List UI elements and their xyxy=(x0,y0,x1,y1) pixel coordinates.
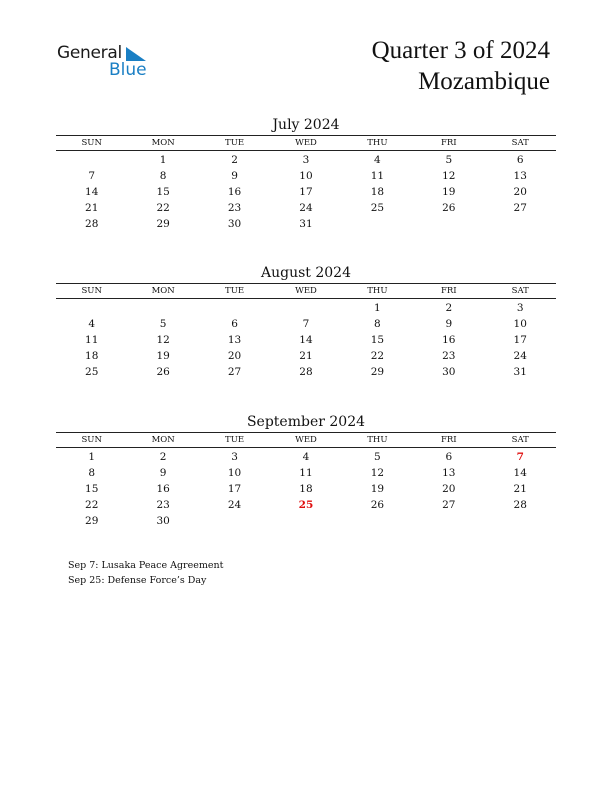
weekday-label: SUN xyxy=(81,138,102,148)
week-row xyxy=(56,449,556,465)
day-cell: 30 xyxy=(442,366,456,378)
holiday-note: Sep 25: Defense Force’s Day xyxy=(68,574,207,586)
weekday-label: TUE xyxy=(225,435,245,445)
page-title: Quarter 3 of 2024 xyxy=(371,37,550,64)
country-name: Mozambique xyxy=(418,68,550,95)
empty-cell xyxy=(342,216,413,232)
day-cell: 1 xyxy=(374,302,381,314)
week-row xyxy=(56,168,556,184)
week-row xyxy=(56,152,556,168)
weekday-label: SAT xyxy=(511,435,529,445)
weekday-label: WED xyxy=(295,286,317,296)
day-cell: 6 xyxy=(231,318,238,330)
day-cell: 24 xyxy=(299,202,313,214)
empty-cell xyxy=(270,513,341,529)
empty-cell xyxy=(199,513,270,529)
day-cell: 15 xyxy=(370,334,385,346)
day-cell: 14 xyxy=(299,334,313,346)
weekday-label: MON xyxy=(151,286,175,296)
day-cell: 28 xyxy=(513,499,527,511)
day-cell: 27 xyxy=(513,202,527,214)
weekday-header xyxy=(56,432,556,448)
day-cell: 20 xyxy=(513,186,527,198)
month-september xyxy=(56,412,556,529)
week-row xyxy=(56,348,556,364)
holiday-day-cell: 25 xyxy=(298,499,314,511)
day-cell: 6 xyxy=(445,451,453,463)
week-row xyxy=(56,200,556,216)
weekday-label: FRI xyxy=(440,138,457,148)
day-cell: 21 xyxy=(299,350,313,362)
week-row xyxy=(56,316,556,332)
day-cell: 14 xyxy=(513,467,527,479)
day-cell: 1 xyxy=(159,154,167,166)
weekday-label: WED xyxy=(295,435,317,445)
day-cell: 12 xyxy=(442,170,456,182)
month-august xyxy=(56,263,556,380)
day-cell: 17 xyxy=(227,483,242,495)
logo-triangle-icon xyxy=(126,47,146,61)
day-cell: 16 xyxy=(442,334,456,346)
day-cell: 29 xyxy=(85,515,99,527)
day-cell: 16 xyxy=(156,483,170,495)
day-cell: 3 xyxy=(302,154,310,166)
day-cell: 7 xyxy=(302,318,310,330)
day-cell: 11 xyxy=(299,467,313,479)
day-cell: 24 xyxy=(227,499,242,511)
weekday-label: SUN xyxy=(81,286,102,296)
day-cell: 22 xyxy=(370,350,385,362)
day-cell: 27 xyxy=(442,499,456,511)
empty-cell xyxy=(56,152,127,168)
month-title: August 2024 xyxy=(261,265,351,281)
day-cell: 1 xyxy=(88,451,96,463)
day-cell: 8 xyxy=(88,467,96,479)
logo-text-general: General xyxy=(57,43,122,63)
day-cell: 12 xyxy=(370,467,385,479)
day-cell: 8 xyxy=(374,318,381,330)
day-cell: 6 xyxy=(516,154,524,166)
day-cell: 26 xyxy=(156,366,170,378)
empty-cell xyxy=(485,216,556,232)
week-row xyxy=(56,300,556,316)
week-row xyxy=(56,513,556,529)
day-cell: 3 xyxy=(516,302,524,314)
week-row xyxy=(56,216,556,232)
weekday-label: WED xyxy=(295,138,317,148)
weekday-label: THU xyxy=(367,286,388,296)
day-cell: 30 xyxy=(227,218,242,230)
day-cell: 14 xyxy=(85,186,99,198)
day-cell: 30 xyxy=(156,515,170,527)
weekday-label: MON xyxy=(151,435,175,445)
day-cell: 10 xyxy=(227,467,242,479)
weekday-label: TUE xyxy=(225,286,245,296)
day-cell: 3 xyxy=(231,451,238,463)
holiday-note: Sep 7: Lusaka Peace Agreement xyxy=(68,560,224,571)
logo-text-blue: Blue xyxy=(109,60,147,80)
day-cell: 16 xyxy=(227,186,242,198)
day-cell: 22 xyxy=(156,202,170,214)
week-row xyxy=(56,481,556,497)
day-cell: 26 xyxy=(442,202,456,214)
weekday-label: SAT xyxy=(511,286,529,296)
day-cell: 28 xyxy=(299,366,313,378)
empty-cell xyxy=(270,300,341,316)
day-cell: 25 xyxy=(85,366,99,378)
day-cell: 23 xyxy=(442,350,456,362)
day-cell: 21 xyxy=(85,202,99,214)
month-july xyxy=(56,115,556,232)
day-cell: 29 xyxy=(156,218,170,230)
day-cell: 2 xyxy=(445,302,453,314)
day-cell: 11 xyxy=(370,170,385,182)
day-cell: 9 xyxy=(159,467,167,479)
day-cell: 17 xyxy=(299,186,313,198)
weekday-label: SAT xyxy=(511,138,529,148)
empty-cell xyxy=(413,216,484,232)
day-cell: 12 xyxy=(156,334,170,346)
holiday-notes xyxy=(68,559,223,588)
weekday-label: THU xyxy=(367,138,388,148)
day-cell: 17 xyxy=(513,334,527,346)
day-cell: 19 xyxy=(442,186,456,198)
weekday-label: SUN xyxy=(81,435,102,445)
day-cell: 19 xyxy=(370,483,385,495)
day-cell: 19 xyxy=(156,350,170,362)
day-cell: 23 xyxy=(227,202,242,214)
day-cell: 15 xyxy=(156,186,170,198)
day-cell: 5 xyxy=(374,451,381,463)
day-cell: 9 xyxy=(445,318,453,330)
day-cell: 15 xyxy=(85,483,99,495)
day-cell: 27 xyxy=(227,366,242,378)
day-cell: 2 xyxy=(159,451,167,463)
month-title: July 2024 xyxy=(272,117,340,133)
day-cell: 21 xyxy=(513,483,527,495)
day-cell: 11 xyxy=(85,334,99,346)
weekday-label: FRI xyxy=(440,286,457,296)
weekday-label: THU xyxy=(367,435,388,445)
day-cell: 9 xyxy=(231,170,238,182)
day-cell: 23 xyxy=(156,499,170,511)
day-cell: 31 xyxy=(299,218,313,230)
day-cell: 4 xyxy=(302,451,310,463)
day-cell: 18 xyxy=(85,350,99,362)
day-cell: 13 xyxy=(513,170,527,182)
day-cell: 26 xyxy=(370,499,385,511)
day-cell: 5 xyxy=(445,154,453,166)
empty-cell xyxy=(413,513,484,529)
empty-cell xyxy=(342,513,413,529)
weekday-header xyxy=(56,283,556,299)
day-cell: 13 xyxy=(442,467,456,479)
weekday-header xyxy=(56,135,556,151)
day-cell: 22 xyxy=(85,499,99,511)
day-cell: 2 xyxy=(231,154,238,166)
day-cell: 5 xyxy=(159,318,167,330)
week-row xyxy=(56,497,556,513)
empty-cell xyxy=(56,300,127,316)
day-cell: 31 xyxy=(513,366,527,378)
day-cell: 28 xyxy=(85,218,99,230)
day-cell: 4 xyxy=(374,154,381,166)
day-cell: 8 xyxy=(159,170,167,182)
empty-cell xyxy=(199,300,270,316)
day-cell: 10 xyxy=(513,318,527,330)
day-cell: 20 xyxy=(442,483,456,495)
empty-cell xyxy=(485,513,556,529)
weekday-label: TUE xyxy=(225,138,245,148)
day-cell: 18 xyxy=(299,483,313,495)
day-cell: 24 xyxy=(513,350,527,362)
weekday-label: MON xyxy=(151,138,175,148)
day-cell: 25 xyxy=(370,202,385,214)
day-cell: 20 xyxy=(227,350,242,362)
week-row xyxy=(56,465,556,481)
day-cell: 13 xyxy=(227,334,242,346)
weekday-label: FRI xyxy=(440,435,457,445)
empty-cell xyxy=(127,300,198,316)
week-row xyxy=(56,184,556,200)
holiday-day-cell: 7 xyxy=(516,451,524,463)
day-cell: 4 xyxy=(88,318,96,330)
month-title: September 2024 xyxy=(246,414,366,430)
day-cell: 7 xyxy=(88,170,96,182)
week-row xyxy=(56,364,556,380)
day-cell: 10 xyxy=(299,170,313,182)
day-cell: 18 xyxy=(370,186,385,198)
week-row xyxy=(56,332,556,348)
day-cell: 29 xyxy=(370,366,385,378)
